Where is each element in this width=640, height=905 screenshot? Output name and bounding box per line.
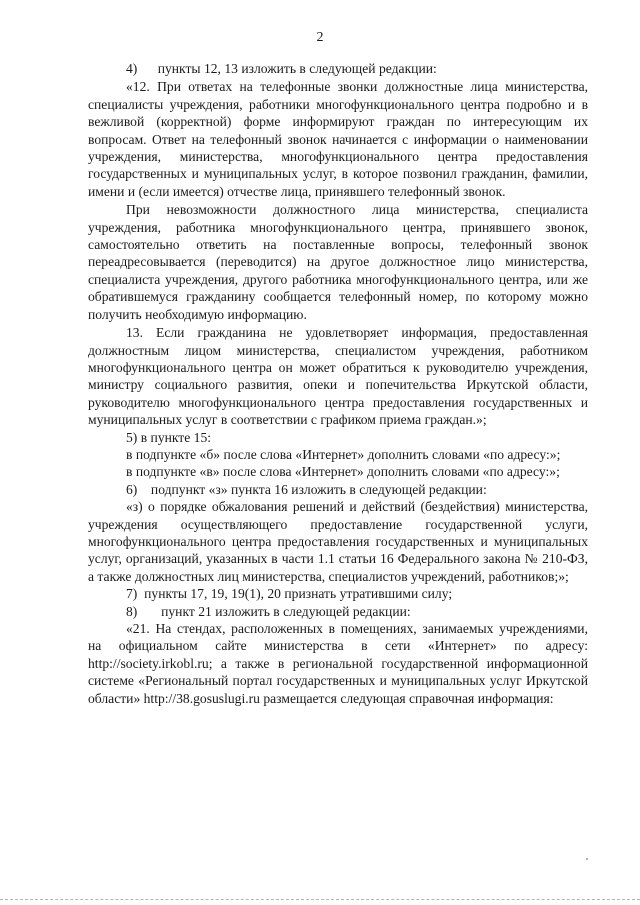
item-7-text: 7) пункты 17, 19, 19(1), 20 признать утратившими силу; <box>126 586 453 602</box>
scan-speck <box>586 858 588 860</box>
item-5-heading: 5) в пункте 15: <box>126 429 212 445</box>
item-6-heading: 6) подпункт «з» пункта 16 изложить в следующей редакции: <box>126 481 487 497</box>
scan-edge-line <box>0 899 640 901</box>
clause-12-redirect-text: При невозможности должностного лица министерства, специалиста учреждения, работника многофункционального центра, принявшего звонок, самостоятельно ответить на поставленные вопросы, телефонный звонок переадресовывается (переводится) на другое должностное лицо министерства, специалиста учреждения, другого работника многофункционального центра, или же обратившемуся гражданину сообщается телефонный номер, по которому можно получить необходимую информацию. <box>88 202 588 322</box>
clause-13-text: 13. Если гражданина не удовлетворяет информация, предоставленная должностным лицом министерства, специалистом учреждения, работником многофункционального центра он может обратиться к руководителю учреждения, министру социального развития, опеки и попечительства Иркутской области, руководителю многофункционального центра предоставления государственных и муниципальных услуг в соответствии с графиком приема граждан.»; <box>88 325 588 428</box>
item-5-subpoint-b: в подпункте «б» после слова «Интернет» дополнить словами «по адресу:»; <box>126 446 561 462</box>
item-8-heading: 8) пункт 21 изложить в следующей редакции: <box>126 603 411 619</box>
page-number: 2 <box>316 30 324 45</box>
document-body <box>88 60 588 707</box>
clause-21-text: «21. На стендах, расположенных в помещениях, занимаемых учреждениями, на официальном сайте министерства в сети «Интернет» по адресу: http://society.irkobl.ru; а также в региональной государственной информационной системе «Региональный портал государственных и муниципальных услуг Иркутской области» http://38.gosuslugi.ru размещается следующая справочная информация: <box>88 621 588 706</box>
item-4-heading: 4) пункты 12, 13 изложить в следующей редакции: <box>126 61 437 76</box>
item-5-subpoint-v: в подпункте «в» после слова «Интернет» дополнить словами «по адресу:»; <box>126 464 560 480</box>
clause-12-text: «12. При ответах на телефонные звонки должностные лица министерства, специалисты учреждения, работники многофункционального центра подробно и в вежливой (корректной) форме информируют граждан по интересующим их вопросам. Ответ на телефонный звонок начинается с информации о наименовании учреждения, министерства, многофункционального центра предоставления государственных и муниципальных услуг, в которое позвонил гражданин, фамилии, имени и (если имеется) отчестве лица, принявшего телефонный звонок. <box>88 79 588 199</box>
item-6-subpoint-z: «з) о порядке обжалования решений и действий (бездействия) министерства, учреждения осуществляющего предоставление государственной услуги, многофункционального центра предоставления государственных и муниципальных услуг, организаций, указанных в части 1.1 статьи 16 Федерального закона № 210-ФЗ, а также должностных лиц министерства, специалистов учреждений, работников;»; <box>88 499 588 584</box>
